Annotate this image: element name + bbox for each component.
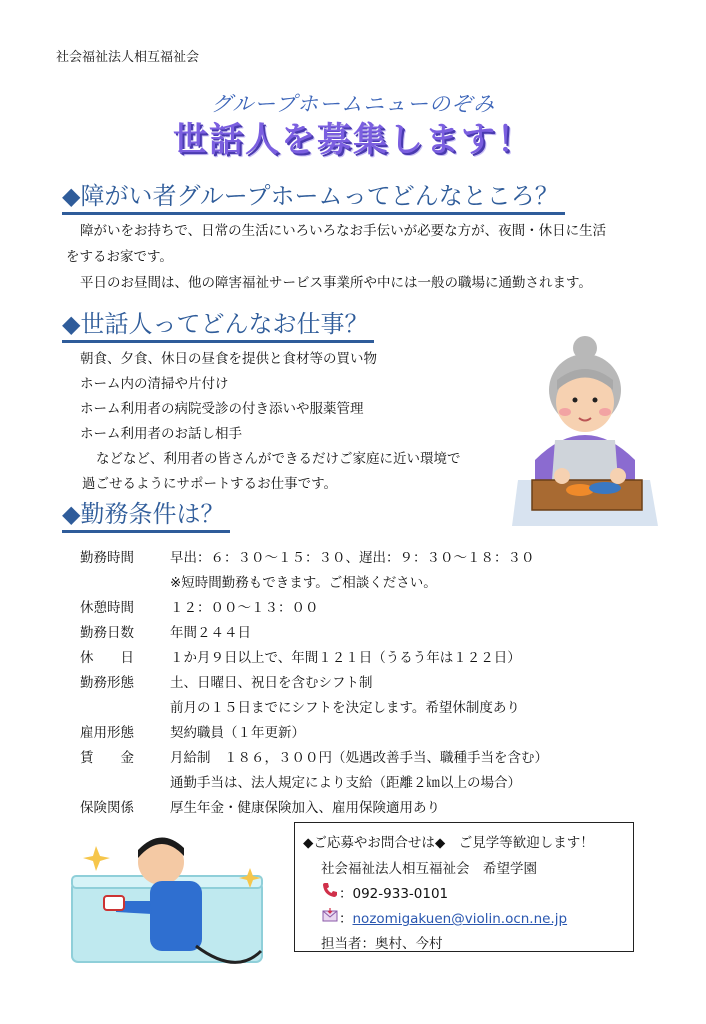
duty-item: ホーム利用者のお話し相手 [80,426,242,442]
condition-value: ※短時間勤務もできます。ご相談ください。 [170,575,437,591]
contact-box [294,822,634,952]
condition-value: 前月の１５日までにシフトを決定します。希望休制度あり [170,700,520,716]
email-prefix: ： [339,911,353,927]
condition-label: 休 日 [80,650,134,666]
page-title: 世話人を募集します！ [173,120,533,160]
section-heading-work-conditions: ◆勤務条件は？ [62,494,230,533]
contact-email-link[interactable]: nozomigakuen@violin.ocn.ne.jp [352,911,568,927]
condition-value: 早出：６：３０～１５：３０、遅出：９：３０～１８：３０ [170,550,535,566]
section1-paragraph-1b: をするお家です。 [66,249,173,265]
contact-headline: ◆ご応募やお問合せは◆ ご見学等歓迎します！ [303,835,594,851]
grandma-cooking-illustration [510,330,660,530]
duty-item: ホーム内の清掃や片付け [80,376,229,392]
condition-value: 月給制 １８６，３００円（処遇改善手当、職種手当を含む） [170,750,548,766]
condition-value: １２：００～１３：００ [170,600,319,616]
condition-value: １か月９日以上で、年間１２１日（うるう年は１２２日） [170,650,521,666]
mail-icon [322,907,338,927]
condition-label: 雇用形態 [80,725,134,741]
contact-phone: ：092-933-0101 [339,886,449,902]
condition-label: 休憩時間 [80,600,134,616]
contact-person: 担当者：奥村、今村 [321,936,443,952]
condition-label: 賃 金 [80,750,134,766]
condition-value: 厚生年金・健康保険加入、雇用保険適用あり [170,800,440,816]
section-heading-caretaker-job: ◆世話人ってどんなお仕事？ [62,304,374,343]
home-name-subtitle: グループホームニューのぞみ [210,92,496,116]
organization-name: 社会福祉法人相互福祉会 [56,50,200,65]
condition-label: 保険関係 [80,800,134,816]
condition-value: 通勤手当は、法人規定により支給（距離２㎞以上の場合） [170,775,521,791]
section1-paragraph-2: 平日のお昼間は、他の障害福祉サービス事業所や中には一般の職場に通勤されます。 [80,275,592,291]
condition-label: 勤務形態 [80,675,134,691]
phone-icon [322,882,338,902]
duty-item: ホーム利用者の病院受診の付き添いや服薬管理 [80,401,364,417]
condition-value: 土、日曜日、祝日を含むシフト制 [170,675,373,691]
condition-label: 勤務時間 [80,550,134,566]
contact-email-row [339,907,567,927]
condition-value: 年間２４４日 [170,625,251,641]
duty-closing-2: 過ごせるようにサポートするお仕事です。 [82,476,338,492]
condition-value: 契約職員（１年更新） [170,725,305,741]
section1-paragraph-1a: 障がいをお持ちで、日常の生活にいろいろなお手伝いが必要な方が、夜間・休日に生活 [80,223,607,239]
contact-organization: 社会福祉法人相互福祉会 希望学園 [321,861,537,877]
condition-label: 勤務日数 [80,625,134,641]
duty-item: 朝食、夕食、休日の昼食を提供と食材等の買い物 [80,351,377,367]
section-heading-what-is-grouphome: ◆障がい者グループホームってどんなところ？ [62,176,565,215]
duty-closing-1: などなど、利用者の皆さんができるだけご家庭に近い環境で [96,451,461,467]
man-cleaning-bath-illustration [66,826,276,976]
